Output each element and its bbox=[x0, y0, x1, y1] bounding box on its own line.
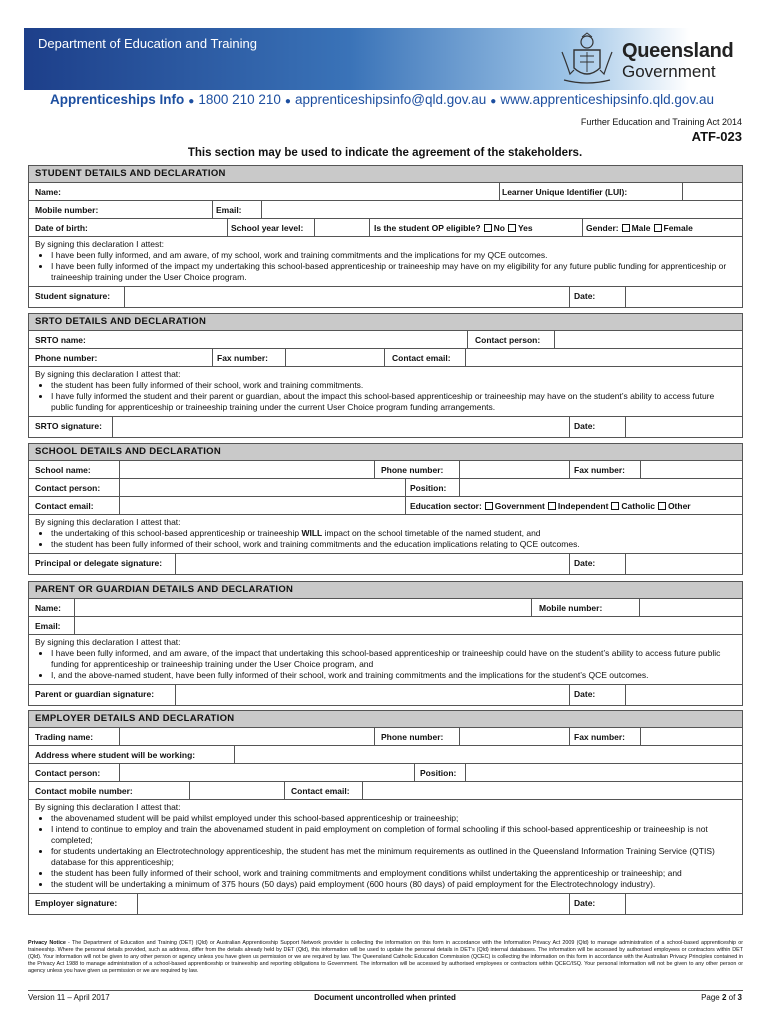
student-mobile-label: Mobile number: bbox=[35, 205, 99, 215]
srto-declaration bbox=[29, 367, 742, 417]
school-declaration bbox=[29, 515, 742, 554]
privacy-notice-label: Privacy Notice bbox=[28, 940, 66, 946]
employer-signature-label: Employer signature: bbox=[35, 898, 118, 908]
employer-phone-label: Phone number: bbox=[381, 732, 444, 742]
sector-independent-checkbox[interactable] bbox=[548, 502, 556, 510]
school-declaration-item: • the student has been fully informed of their school, work and training commitments and the education implications relating to QCE outcomes. bbox=[51, 539, 736, 550]
school-contact-person-label: Contact person: bbox=[35, 483, 101, 493]
school-section bbox=[28, 443, 743, 575]
parent-date-label: Date: bbox=[574, 689, 596, 699]
student-signature-row bbox=[29, 287, 742, 307]
footer-page-number: Page 2 of 3 bbox=[701, 993, 742, 1002]
student-section bbox=[28, 165, 743, 308]
employer-contact-email-label: Contact email: bbox=[291, 786, 350, 796]
srto-signature-row bbox=[29, 417, 742, 437]
privacy-notice bbox=[28, 940, 743, 975]
srto-contact-email-label: Contact email: bbox=[392, 353, 451, 363]
act-reference: Further Education and Training Act 2014 bbox=[580, 117, 742, 127]
srto-declaration-item: • the student has been fully informed of their school, work and training commitments. bbox=[51, 380, 736, 391]
employer-declaration-item: • the abovenamed student will be paid whilst employed under this school-based apprenticeship or traineeship; bbox=[51, 813, 736, 824]
op-eligible-label: Is the student OP eligible? bbox=[374, 223, 481, 233]
student-date-label: Date: bbox=[574, 291, 596, 301]
parent-email-label: Email: bbox=[35, 621, 61, 631]
parent-signature-label: Parent or guardian signature: bbox=[35, 689, 155, 699]
school-section-title: SCHOOL DETAILS AND DECLARATION bbox=[29, 444, 742, 461]
logo-government-text: Government bbox=[622, 62, 716, 81]
bullet-icon: ● bbox=[188, 96, 195, 107]
parent-mobile-label: Mobile number: bbox=[539, 603, 603, 613]
sector-catholic-label: Catholic bbox=[621, 501, 655, 511]
srto-fax-label: Fax number: bbox=[217, 353, 269, 363]
logo-queensland-text: Queensland bbox=[622, 40, 734, 62]
info-email[interactable]: apprenticeshipsinfo@qld.gov.au bbox=[294, 92, 487, 107]
gender-group bbox=[586, 223, 693, 233]
sector-catholic-checkbox[interactable] bbox=[611, 502, 619, 510]
school-contact-email-label: Contact email: bbox=[35, 501, 94, 511]
sector-government-label: Government bbox=[494, 501, 545, 511]
bullet-icon: ● bbox=[490, 96, 497, 107]
srto-phone-row bbox=[29, 349, 742, 367]
sector-independent-label: Independent bbox=[557, 501, 609, 511]
srto-contact-person-label: Contact person: bbox=[475, 335, 541, 345]
gender-female-checkbox[interactable] bbox=[654, 224, 662, 232]
srto-date-label: Date: bbox=[574, 421, 596, 431]
form-code: ATF-023 bbox=[691, 129, 742, 144]
employer-date-label: Date: bbox=[574, 898, 596, 908]
student-school-year-label: School year level: bbox=[231, 223, 304, 233]
education-sector-label: Education sector: bbox=[410, 501, 482, 511]
student-declaration-item: • I have been fully informed, and am aware, of my school, work and training commitments and the implications for my QCE outcomes. bbox=[51, 250, 736, 261]
employer-contact-person-label: Contact person: bbox=[35, 768, 101, 778]
student-dob-label: Date of birth: bbox=[35, 223, 88, 233]
info-title: Apprenticeships Info bbox=[50, 92, 185, 107]
srto-declaration-intro: By signing this declaration I attest that: bbox=[35, 369, 181, 379]
op-yes-checkbox[interactable] bbox=[508, 224, 516, 232]
employer-declaration-item: • the student has been fully informed of their school, work and training commitments and employment conditions whilst undertaking the apprenticeship or traineeship; and bbox=[51, 868, 736, 879]
employer-section-title: EMPLOYER DETAILS AND DECLARATION bbox=[29, 711, 742, 728]
parent-declaration-item: • I, and the above-named student, have been fully informed of their school, work and training commitments and the implications for the student’s QCE outcomes. bbox=[51, 670, 736, 681]
parent-signature-row bbox=[29, 685, 742, 705]
school-declaration-item: • the undertaking of this school-based apprenticeship or traineeship WILL impact on the school timetable of the named student, and bbox=[51, 528, 736, 539]
school-declaration-intro: By signing this declaration I attest that: bbox=[35, 517, 181, 527]
employer-trading-label: Trading name: bbox=[35, 732, 94, 742]
student-declaration bbox=[29, 237, 742, 287]
op-eligible-group bbox=[374, 223, 533, 233]
footer-uncontrolled: Document uncontrolled when printed bbox=[314, 993, 456, 1002]
op-yes-label: Yes bbox=[517, 223, 533, 233]
employer-trading-row bbox=[29, 728, 742, 746]
employer-declaration-intro: By signing this declaration I attest that: bbox=[35, 802, 181, 812]
student-section-title: STUDENT DETAILS AND DECLARATION bbox=[29, 166, 742, 183]
srto-name-label: SRTO name: bbox=[35, 335, 86, 345]
student-dob-row bbox=[29, 219, 742, 237]
school-name-label: School name: bbox=[35, 465, 91, 475]
school-date-label: Date: bbox=[574, 558, 596, 568]
employer-mobile-row bbox=[29, 782, 742, 800]
student-declaration-intro: By signing this declaration I attest: bbox=[35, 239, 164, 249]
parent-email-row bbox=[29, 617, 742, 635]
info-website[interactable]: www.apprenticeshipsinfo.qld.gov.au bbox=[500, 92, 714, 107]
srto-phone-label: Phone number: bbox=[35, 353, 98, 363]
parent-declaration bbox=[29, 635, 742, 685]
school-phone-label: Phone number: bbox=[381, 465, 444, 475]
parent-name-row bbox=[29, 599, 742, 617]
gender-male-checkbox[interactable] bbox=[622, 224, 630, 232]
employer-declaration-item: • for students undertaking an Electrotechnology apprenticeship, the student has met the minimum requirements as outlined in the Queensland Information Training Service (QTIS) database for this apprenticeship; bbox=[51, 846, 736, 868]
gender-female-label: Female bbox=[663, 223, 693, 233]
gender-male-label: Male bbox=[631, 223, 651, 233]
student-lui-label: Learner Unique Identifier (LUI): bbox=[502, 187, 628, 197]
srto-declaration-item: • I have fully informed the student and their parent or guardian, about the impact this school-based apprenticeship or traineeship may have on the student’s ability to access future public funding for apprenticeship or traineeship training under the current User Choice program funding arrangements. bbox=[51, 391, 736, 413]
sector-other-checkbox[interactable] bbox=[658, 502, 666, 510]
student-declaration-item: • I have been fully informed of the impact my undertaking this school-based apprenticeship or traineeship may have on my eligibility for any future public funding for apprenticeship or traineeship training under the User Choice program. bbox=[51, 261, 736, 283]
parent-name-label: Name: bbox=[35, 603, 61, 613]
srto-name-row bbox=[29, 331, 742, 349]
department-name: Department of Education and Training bbox=[38, 36, 257, 51]
employer-fax-label: Fax number: bbox=[574, 732, 626, 742]
op-no-label: No bbox=[493, 223, 505, 233]
student-email-label: Email: bbox=[216, 205, 242, 215]
school-name-row bbox=[29, 461, 742, 479]
sector-other-label: Other bbox=[667, 501, 691, 511]
sector-government-checkbox[interactable] bbox=[485, 502, 493, 510]
employer-declaration-item: • I intend to continue to employ and train the abovenamed student in paid employment on completion of formal schooling if this school-based apprenticeship or traineeship is not completed; bbox=[51, 824, 736, 846]
gender-label: Gender: bbox=[586, 223, 619, 233]
school-fax-label: Fax number: bbox=[574, 465, 626, 475]
queensland-government-logo bbox=[556, 32, 746, 88]
student-signature-label: Student signature: bbox=[35, 291, 111, 301]
parent-section bbox=[28, 581, 743, 706]
parent-declaration-intro: By signing this declaration I attest that: bbox=[35, 637, 181, 647]
op-no-checkbox[interactable] bbox=[484, 224, 492, 232]
school-position-label: Position: bbox=[410, 483, 447, 493]
srto-section-title: SRTO DETAILS AND DECLARATION bbox=[29, 314, 742, 331]
school-email-row bbox=[29, 497, 742, 515]
info-phone[interactable]: 1800 210 210 bbox=[198, 92, 281, 107]
privacy-notice-text: - The Department of Education and Training (DET) (Qld) or Australian Apprenticeship Support Network provider is collecting the information on this form in accordance with the Information Privacy Act 2009 (Qld) to manage administration of a school-based apprenticeship or traineeship. Where the personal details provided, such as address, differ from the details already held by DET (Qld), this information will be used to update the personal details in DET’s (Qld) internal databases. The information will be accessed by authorised employees or contractors within DET (Qld). Your information will not be given to any other person or agency unless you have given us permission or we are required by law. The Queensland Catholic Education Commission (QCEC) is collecting the information on this form in accordance with the Australian Privacy Principles contained in the Privacy Act 1988 to manage administration of a school-based apprenticeship or traineeship and reporting obligations to Government. The information will be accessed by authorised employees or contractors within QCEC/ISQ. Your personal information will not be given to any other person or agency unless you have given us permission or we are required by law. bbox=[28, 940, 743, 974]
srto-signature-label: SRTO signature: bbox=[35, 421, 102, 431]
employer-address-row bbox=[29, 746, 742, 764]
student-mobile-row bbox=[29, 201, 742, 219]
employer-address-label: Address where student will be working: bbox=[35, 750, 196, 760]
education-sector-group bbox=[410, 501, 691, 511]
school-signature-row bbox=[29, 554, 742, 574]
parent-declaration-item: • I have been fully informed, and am aware, of the impact that undertaking this school-based apprenticeship or traineeship could have on the student’s ability to access future public funding for apprenticeship or traineeship training under the User Choice program, and bbox=[51, 648, 736, 670]
footer-divider bbox=[28, 990, 743, 991]
employer-position-label: Position: bbox=[420, 768, 457, 778]
employer-declaration-item: • the student will be undertaking a minimum of 375 hours (50 days) paid employment (600 hours (80 days) of paid employment for the Electrotechnology industry). bbox=[51, 879, 736, 890]
footer-version: Version 11 – April 2017 bbox=[28, 993, 110, 1002]
employer-mobile-label: Contact mobile number: bbox=[35, 786, 133, 796]
employer-declaration bbox=[29, 800, 742, 894]
parent-section-title: PARENT OR GUARDIAN DETAILS AND DECLARATION bbox=[29, 582, 742, 599]
apprenticeships-info-line bbox=[50, 92, 714, 107]
srto-section bbox=[28, 313, 743, 438]
employer-contact-row bbox=[29, 764, 742, 782]
intro-heading: This section may be used to indicate the agreement of the stakeholders. bbox=[187, 147, 583, 159]
student-name-row bbox=[29, 183, 742, 201]
bullet-icon: ● bbox=[284, 96, 291, 107]
school-contact-row bbox=[29, 479, 742, 497]
coat-of-arms-icon bbox=[556, 32, 618, 88]
student-name-label: Name: bbox=[35, 187, 61, 197]
employer-section bbox=[28, 710, 743, 915]
school-signature-label: Principal or delegate signature: bbox=[35, 558, 163, 568]
employer-signature-row bbox=[29, 894, 742, 914]
